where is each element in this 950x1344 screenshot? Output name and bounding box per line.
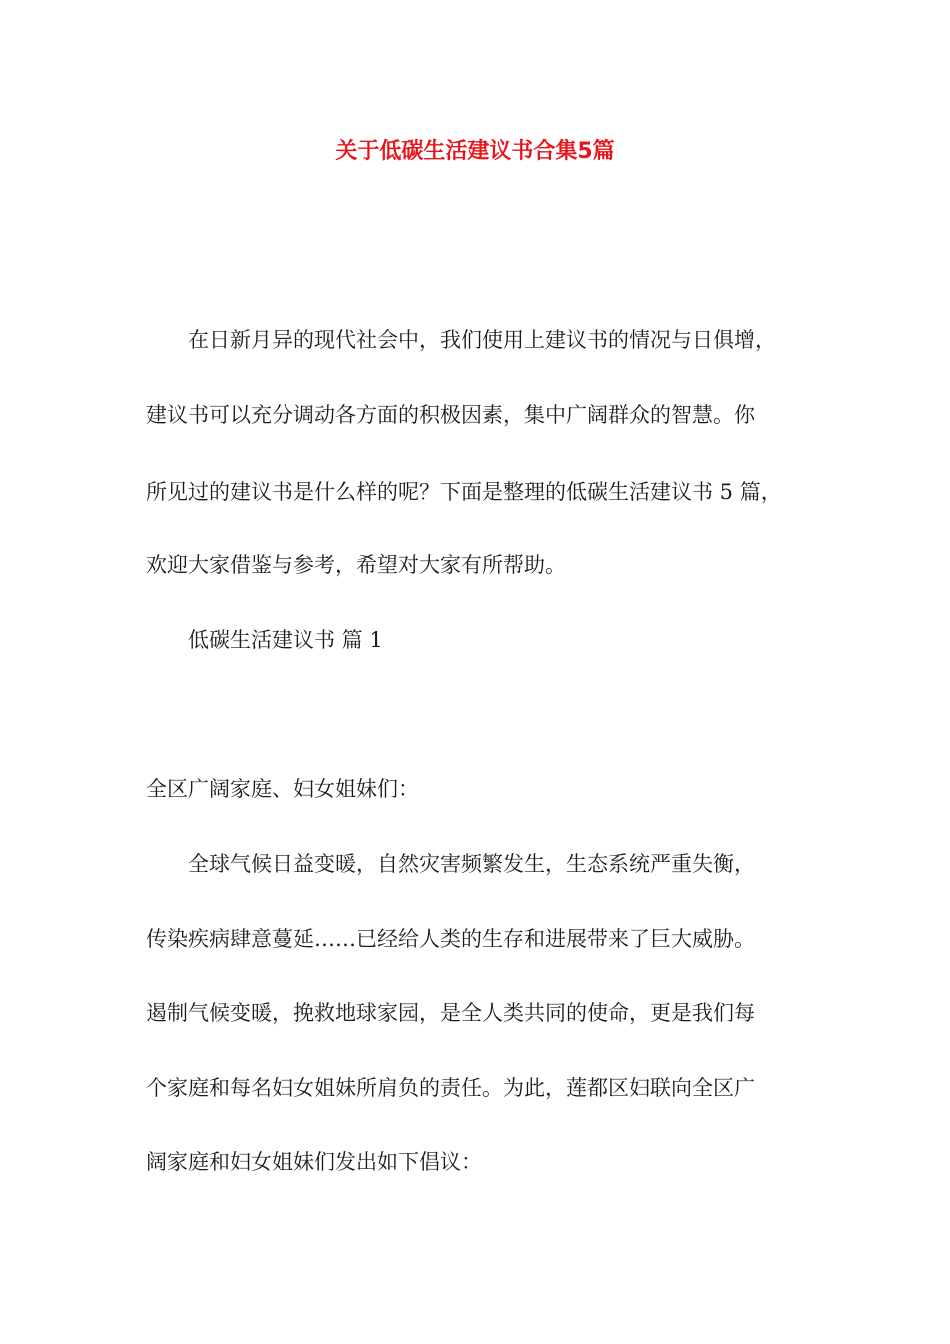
paragraph-line: 在日新月异的现代社会中，我们使用上建议书的情况与日俱增， (188, 328, 776, 352)
salutation-line: 全区广阔家庭、妇女姐妹们： (146, 777, 419, 801)
paragraph-line: 所见过的建议书是什么样的呢？下面是整理的低碳生活建议书 5 篇， (146, 480, 782, 504)
paragraph-line: 遏制气候变暖，挽救地球家园，是全人类共同的使命，更是我们每 (146, 1001, 755, 1025)
paragraph-line: 阔家庭和妇女姐妹们发出如下倡议： (146, 1150, 482, 1174)
paragraph-line: 传染疾病肆意蔓延……已经给人类的生存和进展带来了巨大威胁。 (146, 927, 755, 951)
document-title: 关于低碳生活建议书合集5篇 (335, 139, 615, 164)
paragraph-line: 建议书可以充分调动各方面的积极因素，集中广阔群众的智慧。你 (146, 403, 755, 427)
section-heading: 低碳生活建议书 篇 1 (188, 628, 383, 652)
paragraph-line: 个家庭和每名妇女姐妹所肩负的责任。为此，莲都区妇联向全区广 (146, 1076, 755, 1100)
paragraph-line: 全球气候日益变暖，自然灾害频繁发生，生态系统严重失衡， (188, 852, 755, 876)
paragraph-line: 欢迎大家借鉴与参考，希望对大家有所帮助。 (146, 553, 566, 577)
